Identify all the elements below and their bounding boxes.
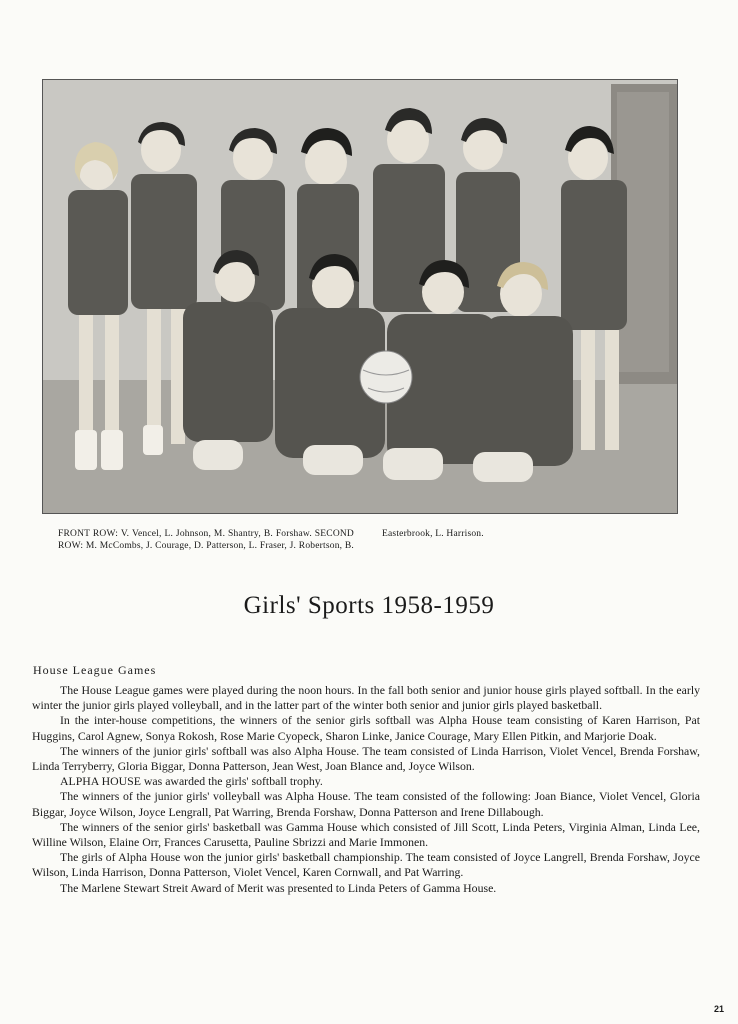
section-heading: House League Games (33, 663, 157, 677)
article-body (32, 683, 700, 896)
paragraph: The winners of the junior girls' volleyball was Alpha House. The team consisted of the following: Joan Biance, Violet Vencel, Gloria Biggar, Joyce Wilson, Joyce Lengrall, Pat Warring, Brenda Forshaw, Donna Patterson and Irene Dillabough. (32, 789, 700, 819)
team-photo (42, 79, 678, 514)
paragraph: The House League games were played during the noon hours. In the fall both senior and junior house girls played softball. In the early winter the junior girls played volleyball, and in the latter part of the winter both senior and junior girls played basketball. (32, 683, 700, 713)
paragraph: ALPHA HOUSE was awarded the girls' softball trophy. (60, 774, 323, 789)
page-number: 21 (713, 1004, 724, 1014)
paragraph: In the inter-house competitions, the winners of the senior girls softball was Alpha House team consisting of Karen Harrison, Pat Huggins, Carol Agnew, Sonya Rokosh, Rose Marie Cyopeck, Sharon Linke, Janice Courage, Mary Ellen Pitkin, and Marjorie Doak. (32, 713, 700, 743)
team-photo-illustration (43, 80, 677, 513)
paragraph: The winners of the senior girls' basketball was Gamma House which consisted of Jill Scott, Linda Peters, Virginia Alman, Linda Lee, Willine Wilson, Elaine Orr, Frances Carusetta, Pauline Sbrizzi and Marie Immonen. (32, 819, 700, 850)
paragraph: The winners of the junior girls' softball was also Alpha House. The team consisted of Linda Harrison, Violet Vencel, Brenda Forshaw, Linda Terryberry, Gloria Biggar, Donna Patterson, Jean West, Joan Blance and, Joyce Wilson. (32, 743, 700, 774)
page-title: Girls' Sports 1958-1959 (243, 592, 495, 619)
paragraph: The Marlene Stewart Streit Award of Merit was presented to Linda Peters of Gamma House. (60, 880, 497, 895)
photo-caption: FRONT ROW: V. Vencel, L. Johnson, M. Shantry, B. Forshaw. SECOND ROW: M. McCombs, J. Courage, D. Patterson, L. Fraser, J. Robertson, B. Easterbrook, L. Harrison. (58, 529, 484, 551)
paragraph: The girls of Alpha House won the junior girls' basketball championship. The team consisted of Joyce Langrell, Brenda Forshaw, Joyce Wilson, Linda Harrison, Donna Patterson, Violet Vencel, Karen Cornwall, and Pat Warring. (32, 850, 700, 880)
